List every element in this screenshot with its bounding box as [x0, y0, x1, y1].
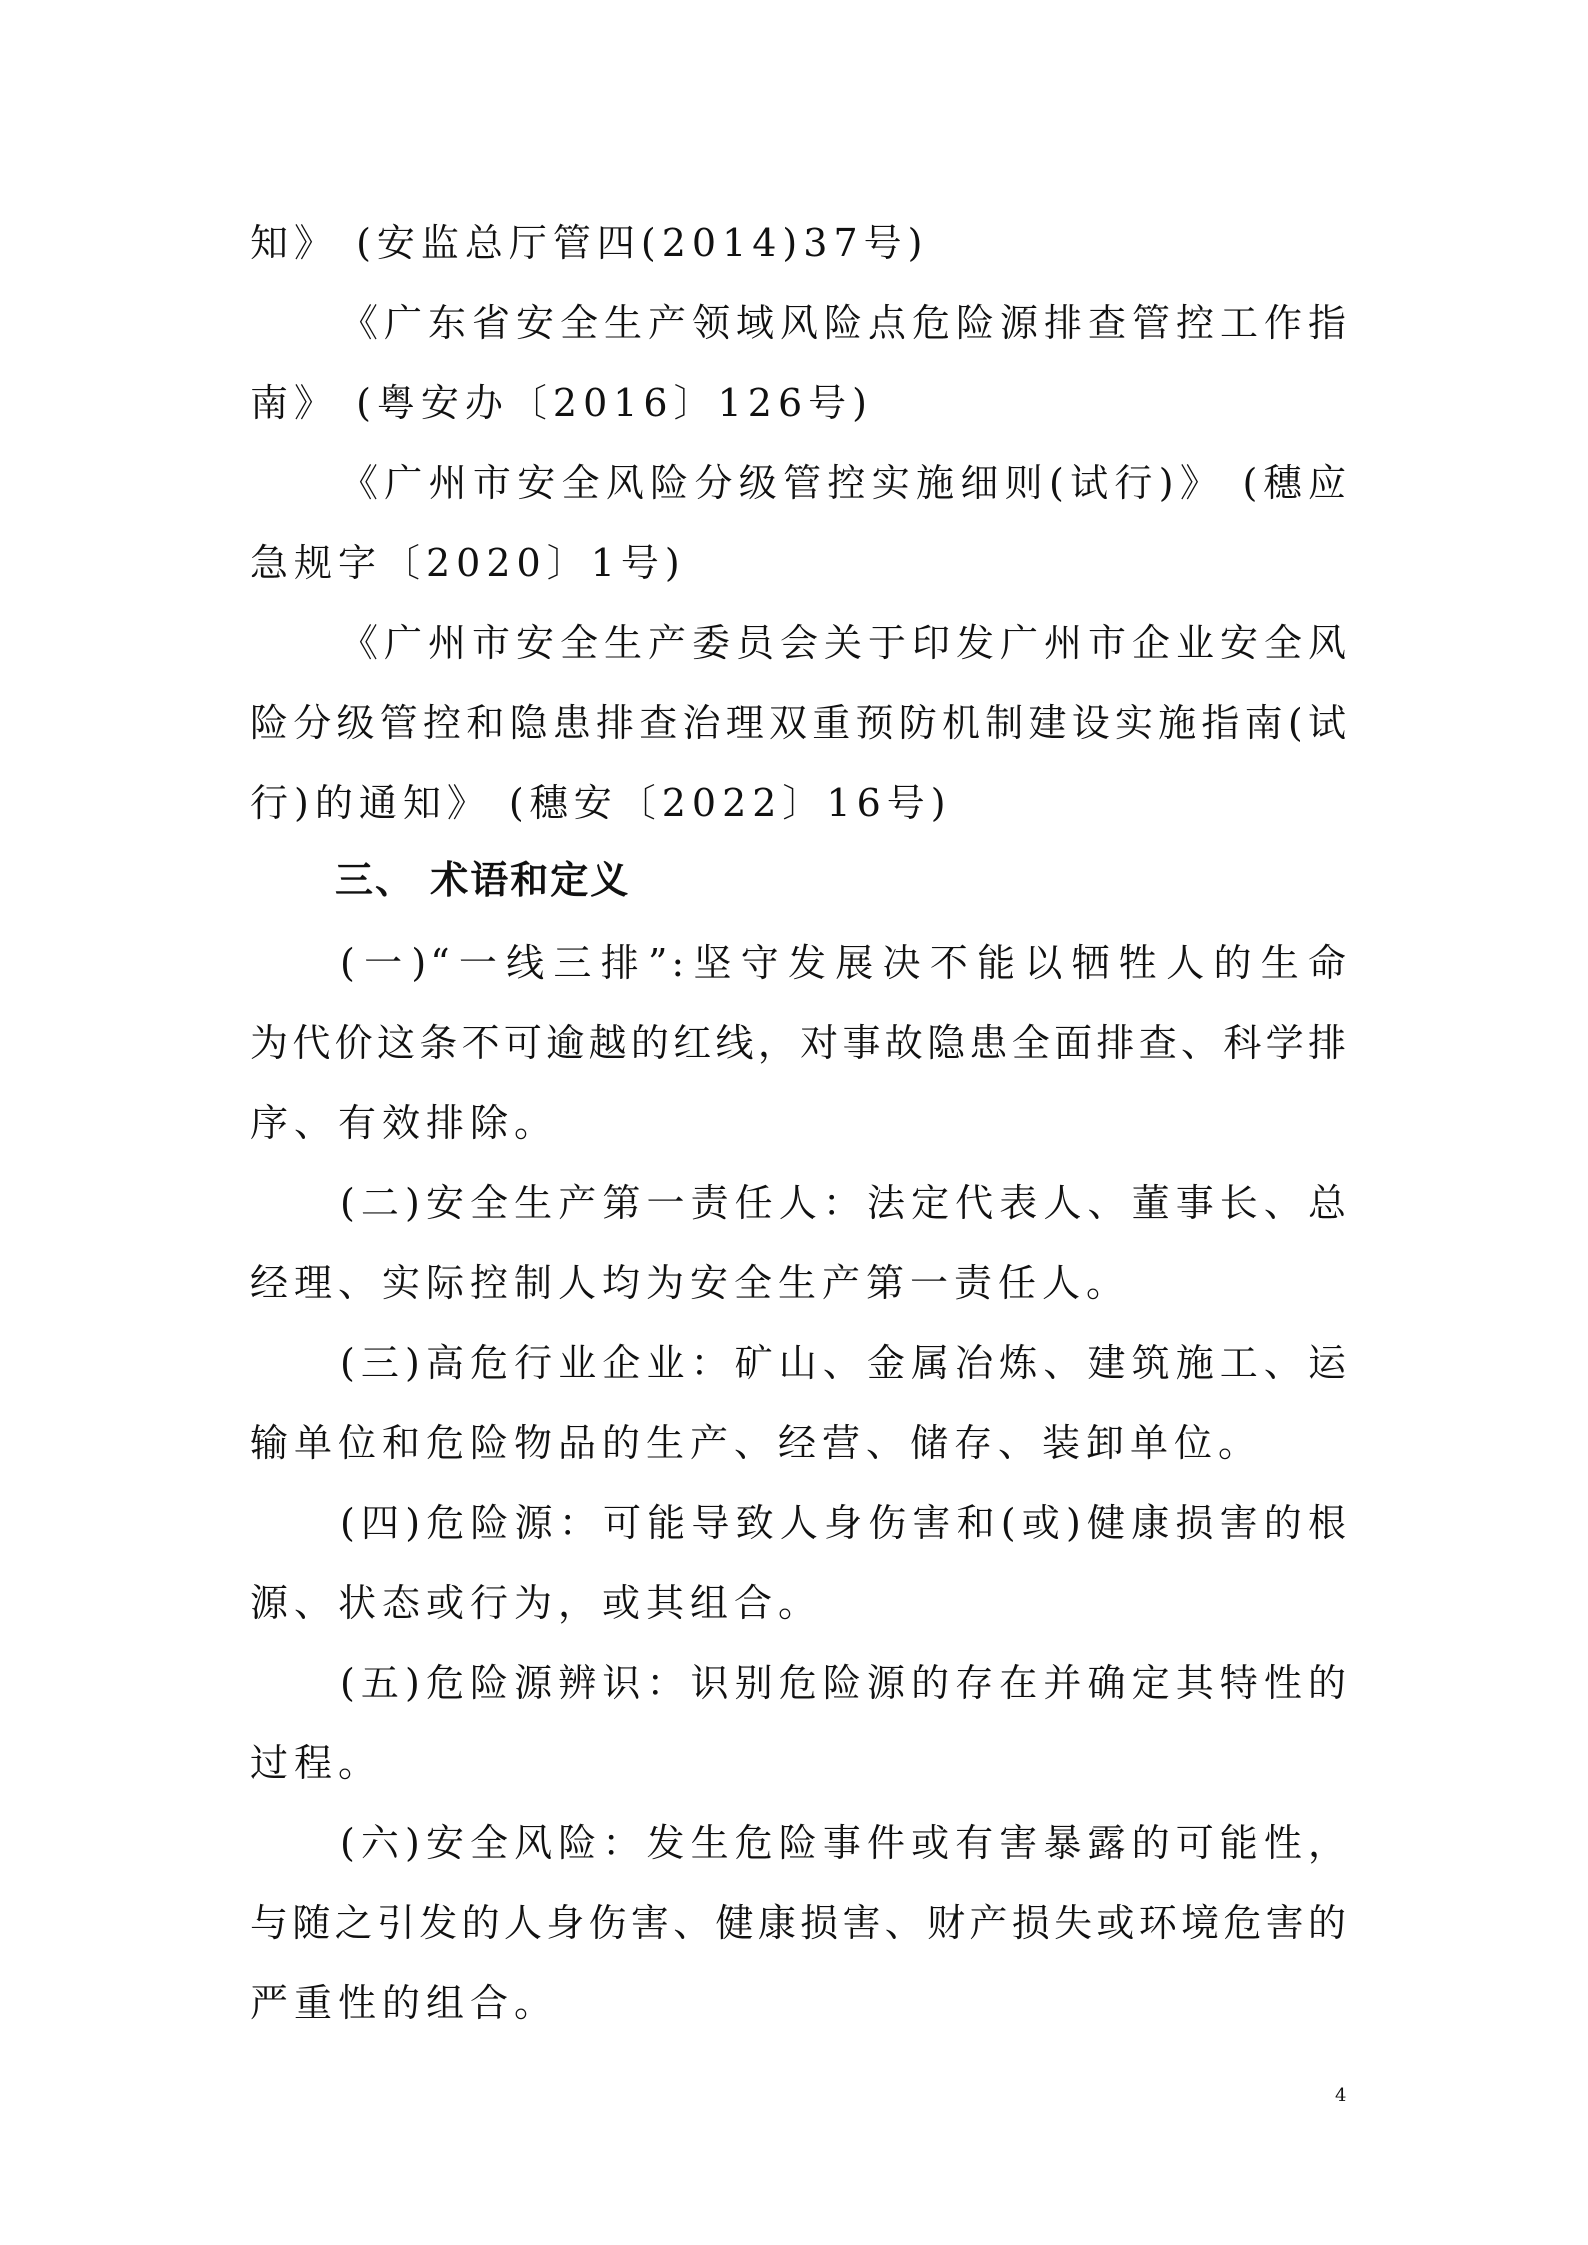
reference-line-3-continued: 急规字〔2020〕1号) [250, 541, 686, 585]
definition-5-line-1: (五)危险源辨识：识别危险源的存在并确定其特性的 [340, 1661, 1350, 1705]
definition-6-line-2: 与随之引发的人身伤害、健康损害、财产损失或环境危害的 [250, 1901, 1350, 1945]
page-number: 4 [1335, 2085, 1347, 2106]
definition-5-line-2: 过程。 [250, 1741, 383, 1785]
definition-1-line-2: 为代价这条不可逾越的红线，对事故隐患全面排查、科学排 [250, 1021, 1350, 1065]
definition-4-line-2: 源、状态或行为，或其组合。 [250, 1581, 823, 1625]
definition-4-line-1: (四)危险源：可能导致人身伤害和(或)健康损害的根 [340, 1501, 1350, 1545]
definition-1-line-1: (一)“一线三排”:坚守发展决不能以牺牲人的生命 [340, 941, 1350, 985]
section-heading: 三、 术语和定义 [335, 858, 631, 902]
reference-line-1-continued: 知》 (安监总厅管四(2014)37号) [250, 221, 929, 265]
definition-6-line-1: (六)安全风险：发生危险事件或有害暴露的可能性， [340, 1821, 1350, 1865]
definition-2-line-1: (二)安全生产第一责任人：法定代表人、董事长、总 [340, 1181, 1350, 1225]
reference-line-4-continued-2: 行)的通知》 (穗安〔2022〕16号) [250, 781, 952, 825]
reference-line-3: 《广州市安全风险分级管控实施细则(试行)》 (穗应 [340, 461, 1350, 505]
reference-line-2-continued: 南》 (粤安办〔2016〕126号) [250, 381, 873, 425]
definition-6-line-3: 严重性的组合。 [250, 1981, 559, 2025]
definition-2-line-2: 经理、实际控制人均为安全生产第一责任人。 [250, 1261, 1131, 1305]
reference-line-4-continued-1: 险分级管控和隐患排查治理双重预防机制建设实施指南(试 [250, 701, 1350, 745]
definition-3-line-1: (三)高危行业企业：矿山、金属冶炼、建筑施工、运 [340, 1341, 1350, 1385]
definition-3-line-2: 输单位和危险物品的生产、经营、储存、装卸单位。 [250, 1421, 1263, 1465]
definition-1-line-3: 序、有效排除。 [250, 1101, 559, 1145]
reference-line-4: 《广州市安全生产委员会关于印发广州市企业安全风 [340, 621, 1350, 665]
reference-line-2: 《广东省安全生产领域风险点危险源排查管控工作指 [340, 301, 1350, 345]
